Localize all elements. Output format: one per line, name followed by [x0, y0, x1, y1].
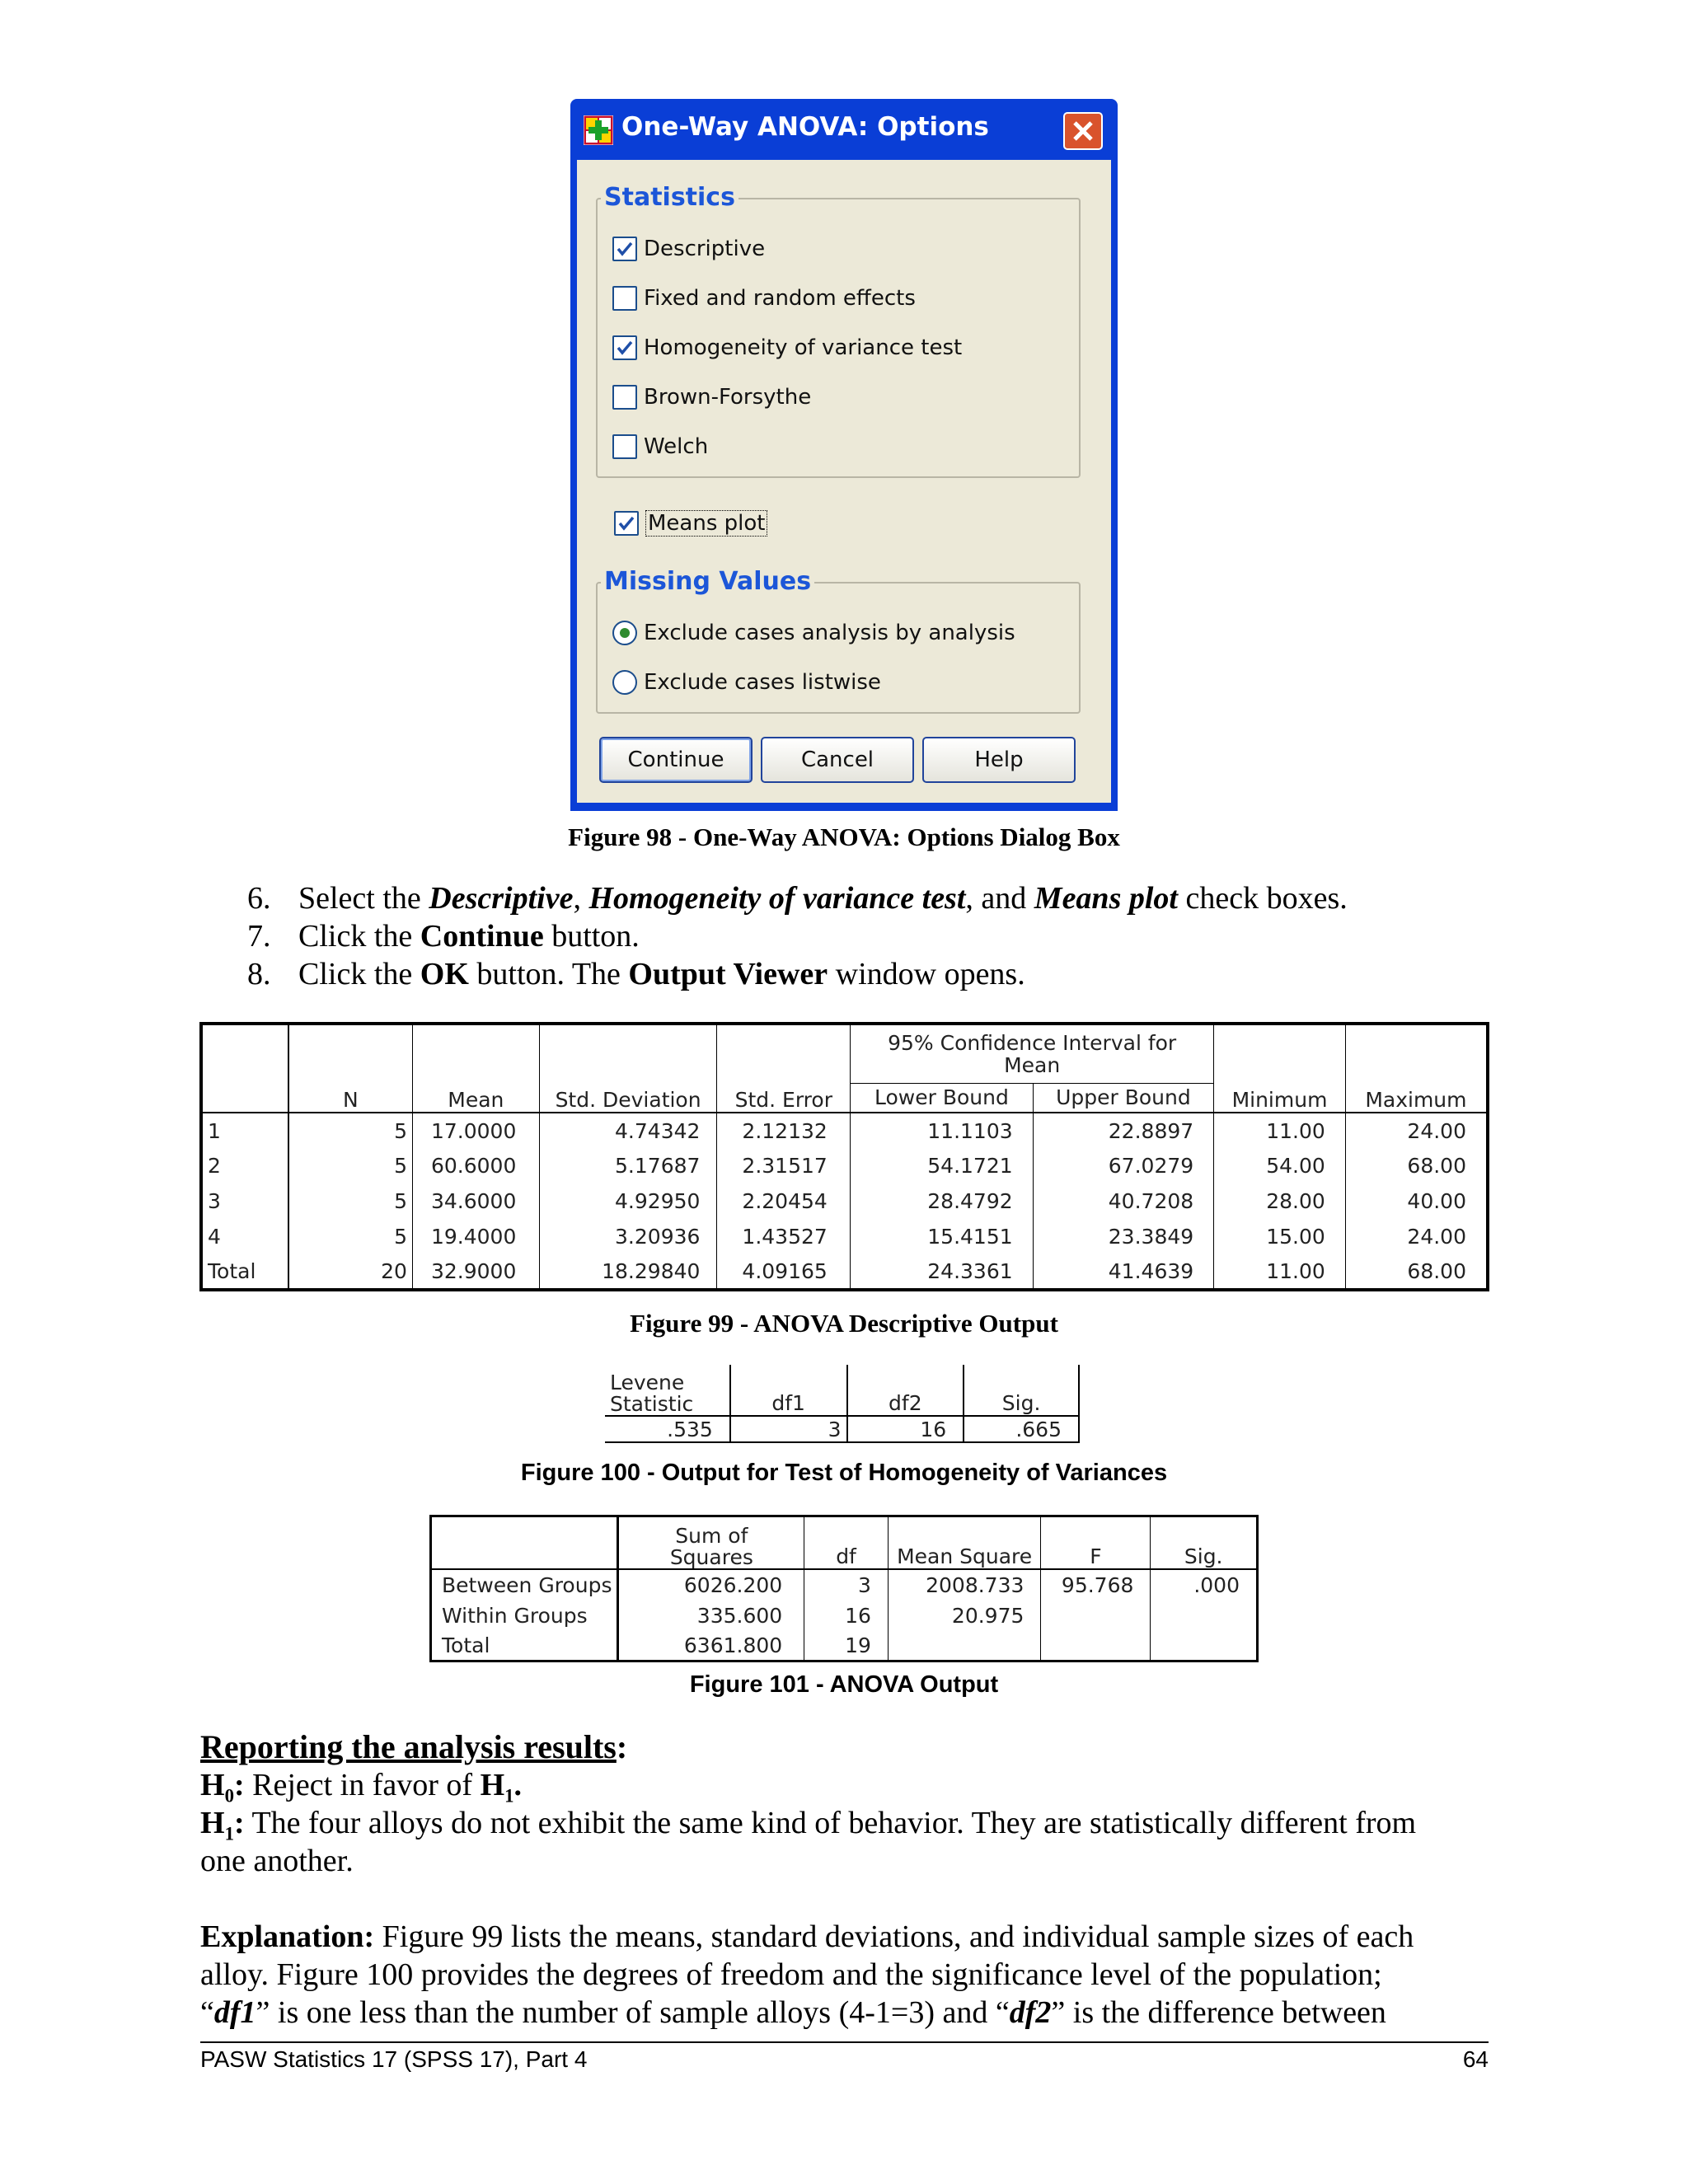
footer-title: PASW Statistics 17 (SPSS 17), Part 4: [200, 2046, 588, 2072]
checkbox-unchecked[interactable]: [612, 434, 637, 459]
anova-options-dialog: [570, 99, 1118, 811]
close-icon: [1072, 120, 1094, 142]
descriptive-ref: Descriptive: [429, 881, 574, 916]
checkmark-icon: [617, 514, 635, 532]
radio-unselected[interactable]: [612, 670, 637, 695]
radio-selected[interactable]: [612, 621, 637, 645]
means-plot-ref: Means plot: [1034, 881, 1178, 916]
anova-table: Sum of Squares df Mean Square F Sig. Between Groups 6026.200 3 2008.733 95.768 .000 Within Groups 335.600 16 20.975 Total 6361.800 19: [429, 1515, 1259, 1662]
descriptives-table: N Mean Std. Deviation Std. Error 95% Confidence Interval for Mean Minimum Maximum Lower Bound Upper Bound 1 5 17.0000 4.74342 2.12132 11.1103 22.8897 11.00 24.00 2 5 60.6000 5.17687 2.31517 54.1721 67.0279 54.00 68.00 3 5 34.6000 4.92950 2.20454 28.4792 40.7208 28.00 40.00 4 5 19.4000 3.20936 1.43527 15.4151 23.3849 15.00 24.00 Total 20 32.9000 18.29840 4.09165 24.3361 41.4639 11.00 68.00: [199, 1022, 1489, 1291]
statistics-group-label: Statistics: [601, 183, 738, 212]
ci-header: 95% Confidence Interval for Mean: [851, 1024, 1214, 1083]
brown-forsythe-checkbox[interactable]: [612, 382, 811, 412]
dialog-titlebar[interactable]: [570, 99, 1118, 160]
checkbox-checked[interactable]: [612, 335, 637, 360]
dialog-client-area: [577, 160, 1111, 803]
continue-button[interactable]: Continue: [599, 737, 753, 783]
table-row: 1 5 17.0000 4.74342 2.12132 11.1103 22.8897 11.00 24.00: [201, 1113, 1488, 1148]
exclude-listwise-radio[interactable]: [612, 668, 881, 697]
checkbox-unchecked[interactable]: [612, 286, 637, 311]
descriptive-label: Descriptive: [644, 237, 766, 261]
checkbox-checked[interactable]: [614, 511, 639, 536]
h0-line: $H_0$: Reject in favor of $H_1$.: [200, 1768, 523, 1807]
welch-label: Welch: [644, 434, 709, 459]
table-row: Total 20 32.9000 18.29840 4.09165 24.3361 41.4639 11.00 68.00: [201, 1254, 1488, 1290]
figure-100-caption: Figure 100 - Output for Test of Homogeneity of Variances: [520, 1460, 1168, 1486]
table-row: .535 3 16 .665: [605, 1416, 1079, 1442]
explanation-line-3: “df1” is one less than the number of sample alloys (4-1=3) and “df2” is the difference between: [200, 1995, 1386, 2030]
step-8: 8. Click the OK button. The Output Viewer window opens.: [247, 957, 1025, 991]
levene-table: Levene Statistic df1 df2 Sig. .535 3 16 .665: [605, 1365, 1080, 1443]
homogeneity-label: Homogeneity of variance test: [644, 335, 963, 360]
fixed-random-effects-label: Fixed and random effects: [644, 286, 916, 311]
checkbox-unchecked[interactable]: [612, 385, 637, 410]
checkmark-icon: [616, 339, 634, 357]
checkbox-checked[interactable]: [612, 237, 637, 261]
exclude-analysis-label: Exclude cases analysis by analysis: [644, 621, 1015, 645]
figure-99-caption: Figure 99 - ANOVA Descriptive Output: [630, 1309, 1058, 1338]
descriptive-checkbox[interactable]: [612, 234, 765, 264]
h1-line: $H_1$: The four alloys do not exhibit the same kind of behavior. They are statistically different from: [200, 1806, 1417, 1844]
step-7: 7. Click the Continue button.: [247, 919, 640, 954]
table-row: 4 5 19.4000 3.20936 1.43527 15.4151 23.3849 15.00 24.00: [201, 1219, 1488, 1254]
help-button[interactable]: Help: [922, 737, 1076, 783]
page-number: 64: [1462, 2046, 1489, 2072]
cancel-button[interactable]: Cancel: [761, 737, 914, 783]
fixed-random-effects-checkbox[interactable]: [612, 284, 916, 313]
table-row: Within Groups 335.600 16 20.975: [431, 1601, 1258, 1632]
figure-98-caption: Figure 98 - One-Way ANOVA: Options Dialog Box: [568, 823, 1120, 851]
figure-101-caption: Figure 101 - ANOVA Output: [689, 1671, 999, 1698]
exclude-listwise-label: Exclude cases listwise: [644, 670, 881, 695]
table-row: Total 6361.800 19: [431, 1632, 1258, 1661]
means-plot-checkbox[interactable]: [614, 509, 767, 538]
brown-forsythe-label: Brown-Forsythe: [644, 385, 812, 410]
table-row: Between Groups 6026.200 3 2008.733 95.768 .000: [431, 1569, 1258, 1601]
explanation-line-2: alloy. Figure 100 provides the degrees of freedom and the significance level of the population;: [200, 1957, 1382, 1992]
footer-rule: [200, 2041, 1489, 2043]
means-plot-label: Means plot: [645, 510, 767, 537]
table-row: 2 5 60.6000 5.17687 2.31517 54.1721 67.0279 54.00 68.00: [201, 1148, 1488, 1183]
homogeneity-checkbox[interactable]: [612, 333, 962, 363]
close-button[interactable]: [1063, 112, 1103, 150]
reporting-heading: Reporting the analysis results:: [200, 1728, 628, 1765]
dialog-title: One-Way ANOVA: Options: [621, 112, 989, 142]
welch-checkbox[interactable]: [612, 432, 708, 462]
exclude-analysis-radio[interactable]: [612, 618, 1015, 648]
explanation-line-1: Explanation: Figure 99 lists the means, standard deviations, and individual sample sizes of each: [200, 1919, 1414, 1954]
spss-app-icon: [584, 115, 613, 145]
table-row: 3 5 34.6000 4.92950 2.20454 28.4792 40.7208 28.00 40.00: [201, 1183, 1488, 1219]
checkmark-icon: [616, 240, 634, 258]
missing-values-group-label: Missing Values: [601, 567, 814, 596]
step-6: 6. Select the Descriptive, Homogeneity of variance test, and Means plot check boxes.: [247, 881, 1348, 916]
homogeneity-ref: Homogeneity of variance test: [588, 881, 966, 916]
h1-line-2: one another.: [200, 1844, 354, 1878]
